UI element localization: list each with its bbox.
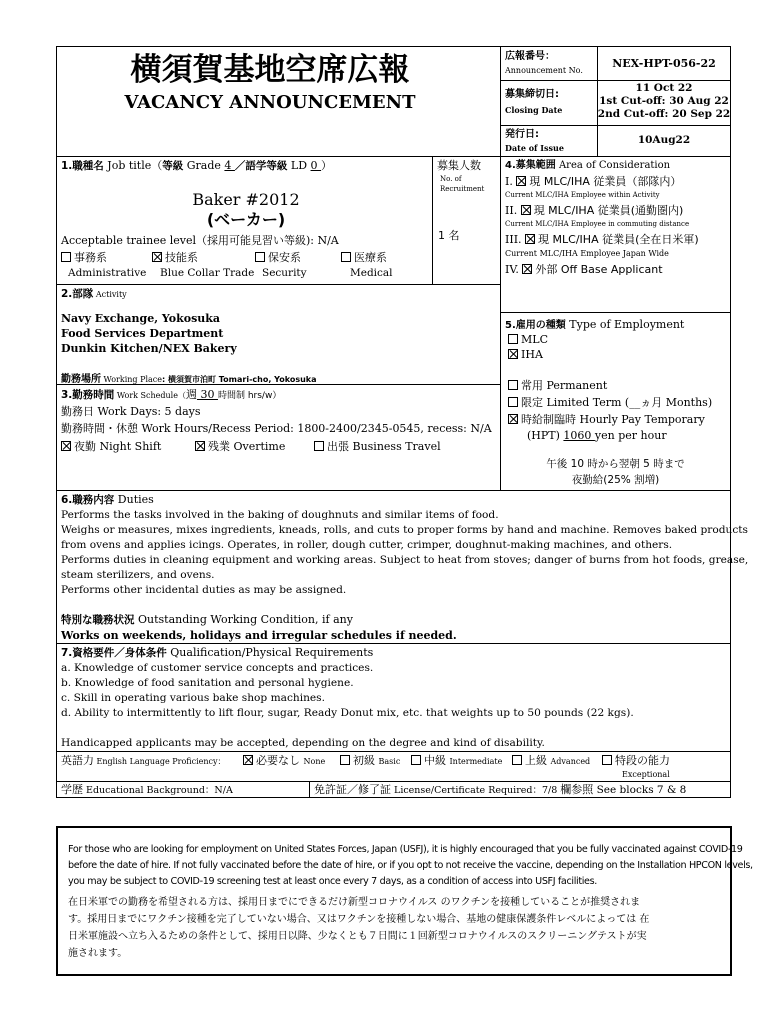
announcement-no: NEX-HPT-056-22 bbox=[612, 57, 716, 70]
checkbox-english-basic[interactable] bbox=[340, 755, 350, 765]
checkbox-overtime[interactable] bbox=[195, 441, 205, 451]
option-label-jp: 特段の能力 bbox=[615, 754, 670, 767]
english-option bbox=[243, 754, 325, 767]
license-label-jp: 免許証／修了証 bbox=[314, 783, 391, 796]
checkbox-business-travel[interactable] bbox=[314, 441, 324, 451]
option-label-jp: 必要なし bbox=[256, 754, 300, 767]
checkbox-area-1[interactable] bbox=[516, 176, 526, 186]
employment-option bbox=[508, 379, 607, 392]
checkbox-permanent[interactable] bbox=[508, 380, 518, 390]
checkbox-blue-collar[interactable] bbox=[152, 252, 162, 262]
activity-label-en: Activity bbox=[93, 290, 127, 299]
schedule-option bbox=[61, 440, 161, 453]
employment-option bbox=[508, 333, 548, 346]
education-label-en: Educational Background：N/A bbox=[83, 785, 233, 796]
education-divider bbox=[309, 781, 310, 798]
option-label-en: Intermediate bbox=[449, 757, 503, 766]
duty-line: Performs duties in cleaning equipment and working areas. Subject to heat from stoves; danger of burns from hot foods, grease, bbox=[61, 554, 749, 566]
header-line-2 bbox=[500, 125, 731, 126]
option-label-en: Advanced bbox=[550, 757, 591, 766]
area-text: 現 MLC/IHA 従業員(通勤圏内) bbox=[533, 204, 684, 217]
covid-note-en: you may be subject to COVID-19 screening test at least once every 7 days, as a condition of access into USFJ facilities. bbox=[68, 876, 597, 887]
schedule-hours-suffix: 時間制 hrs/w） bbox=[217, 391, 282, 401]
section-divider-2 bbox=[500, 156, 501, 490]
area-text: 現 MLC/IHA 従業員(全在日米軍) bbox=[538, 233, 699, 246]
recruit-label: 募集人数 bbox=[437, 159, 481, 172]
schedule-week: 週 bbox=[185, 388, 197, 401]
schedule-label: 3.勤務時間 bbox=[61, 389, 115, 401]
area-sub: Current MLC/IHA Employee in commuting distance bbox=[505, 220, 690, 228]
qualifications-label: 7.資格要件／身体条件 bbox=[61, 647, 167, 659]
duty-line: Weighs or measures, mixes ingredients, kneads, rolls, and cuts to proper forms by hand and machine. Removes baked products bbox=[61, 524, 748, 536]
working-place-label: 勤務場所 bbox=[61, 374, 101, 385]
area-num: I. bbox=[505, 175, 513, 188]
category-en: Medical bbox=[350, 267, 393, 279]
category-jp: 保安系 bbox=[268, 251, 301, 264]
covid-note-en: For those who are looking for employment on United States Forces, Japan (USFJ), it is highly encouraged that you be fully vaccinated against COVID-19 bbox=[68, 844, 743, 855]
handicap-note: Handicapped applicants may be accepted, depending on the degree and kind of disability. bbox=[61, 737, 545, 749]
duty-line: Performs the tasks involved in the baking of doughnuts and similar items of food. bbox=[61, 509, 499, 521]
activity-label: 2.部隊 bbox=[61, 288, 94, 300]
checkbox-english-advanced[interactable] bbox=[512, 755, 522, 765]
area-sub: Current MLC/IHA Employee within Activity bbox=[505, 191, 660, 199]
duty-line: steam sterilizers, and ovens. bbox=[61, 569, 215, 581]
area-num: III. bbox=[505, 233, 522, 246]
option-label: MLC bbox=[521, 333, 548, 346]
page-title-jp: 横須賀基地空席広報 bbox=[130, 52, 410, 88]
hpt-unit: yen per hour bbox=[594, 429, 667, 442]
english-label bbox=[61, 754, 226, 767]
english-label-jp: 英語力 bbox=[61, 754, 94, 767]
checkbox-english-exceptional[interactable] bbox=[602, 755, 612, 765]
checkbox-area-3[interactable] bbox=[525, 234, 535, 244]
employment-option bbox=[508, 396, 712, 409]
job-category bbox=[341, 251, 387, 264]
english-option bbox=[411, 754, 502, 767]
closing-date-label: 募集締切日: bbox=[505, 89, 559, 100]
option-label-jp: 中級 bbox=[424, 754, 446, 767]
night-pay-line: 夜勤給(25% 割増) bbox=[571, 474, 660, 486]
activity-line: Dunkin Kitchen/NEX Bakery bbox=[61, 342, 237, 355]
license-tail-en: See blocks 7 & 8 bbox=[593, 784, 687, 796]
area-item bbox=[505, 175, 681, 188]
job-title-close: ） bbox=[321, 159, 333, 172]
hpt-rate-line bbox=[527, 429, 667, 442]
qualifications-label-en: Qualification/Physical Requirements bbox=[166, 646, 374, 659]
job-category bbox=[61, 251, 107, 264]
covid-note-jp: 施されます。 bbox=[68, 948, 128, 959]
option-label: 限定 Limited Term (__ヵ月 Months) bbox=[521, 396, 713, 409]
license-label bbox=[314, 783, 686, 797]
section-line-6 bbox=[56, 751, 731, 752]
category-jp: 事務系 bbox=[74, 251, 107, 264]
checkbox-area-2[interactable] bbox=[521, 205, 531, 215]
working-place-value: : 横須賀市泊町 Tomari-cho, Yokosuka bbox=[162, 375, 317, 384]
closing-date-line: 2nd Cut-off: 20 Sep 22 bbox=[597, 108, 731, 120]
section-line-4 bbox=[56, 490, 731, 491]
category-en: Administrative bbox=[68, 267, 147, 279]
job-title-header bbox=[61, 159, 332, 173]
schedule-option bbox=[195, 440, 285, 453]
qualifications-header bbox=[61, 646, 373, 660]
education-label-jp: 学歴 bbox=[61, 783, 83, 796]
activity-line: Food Services Department bbox=[61, 327, 224, 340]
duty-line: from ovens and applies icings. Operates, in roller, dough cutter, crimper, doughnut-making machines, and others. bbox=[61, 539, 673, 551]
announcement-no-label: 広報番号： bbox=[505, 51, 555, 62]
page-title-en: VACANCY ANNOUNCEMENT bbox=[124, 92, 416, 113]
checkbox-limited-term[interactable] bbox=[508, 397, 518, 407]
license-tail-jp: 欄参照 bbox=[560, 783, 594, 796]
activity-header bbox=[61, 287, 127, 301]
grade-value: 4 bbox=[224, 159, 235, 172]
schedule-label-en: Work Schedule（ bbox=[114, 391, 186, 400]
english-label-en: English Language Proficiency： bbox=[94, 757, 226, 766]
checkbox-mlc[interactable] bbox=[508, 334, 518, 344]
english-option bbox=[602, 754, 670, 767]
section-line-7 bbox=[56, 781, 731, 782]
area-text: 外部 Off Base Applicant bbox=[535, 263, 663, 276]
trainee-level: Acceptable trainee level（採用可能見習い等級): N/A bbox=[61, 234, 339, 247]
job-title: Baker #2012 bbox=[192, 190, 300, 209]
job-title-label: 1.職種名 bbox=[61, 160, 104, 172]
area-label: 4.募集範囲 bbox=[505, 160, 556, 171]
recruit-label-en: No. of bbox=[440, 175, 462, 183]
closing-date-label-en: Closing Date bbox=[505, 105, 563, 115]
checkbox-english-none[interactable] bbox=[243, 755, 253, 765]
night-pay-line: 午後 10 時から翌朝 5 時まで bbox=[546, 458, 685, 470]
area-num: IV. bbox=[505, 263, 519, 276]
option-label-en: None bbox=[303, 757, 326, 766]
grade-label-en: Grade bbox=[183, 159, 225, 172]
area-header bbox=[505, 159, 670, 172]
option-label: 常用 Permanent bbox=[521, 379, 608, 392]
category-jp: 技能系 bbox=[165, 251, 198, 264]
area-text: 現 MLC/IHA 従業員（部隊内） bbox=[529, 175, 682, 188]
covid-note-en: before the date of hire. If not fully vaccinated before the date of hire, or if you opt to not receive the vaccine, depending on the Installation HPCON levels, bbox=[68, 860, 753, 871]
license-label-en: License/Certificate Required：7/8 bbox=[391, 785, 561, 796]
checkbox-area-4[interactable] bbox=[522, 264, 532, 274]
option-label-jp: 初級 bbox=[353, 754, 375, 767]
area-sub: Current MLC/IHA Employee Japan Wide bbox=[505, 249, 669, 258]
schedule-header bbox=[61, 388, 281, 402]
duties-label: 6.職務内容 bbox=[61, 494, 115, 506]
ld-label: ／語学等級 bbox=[234, 160, 288, 172]
closing-date-line: 1st Cut-off: 30 Aug 22 bbox=[599, 95, 729, 107]
section-line-5 bbox=[56, 643, 731, 644]
employment-header bbox=[505, 318, 684, 332]
schedule-hours: 30 bbox=[196, 388, 218, 401]
duties-header bbox=[61, 493, 154, 507]
issue-date-label: 発行日: bbox=[505, 129, 539, 140]
checkbox-iha[interactable] bbox=[508, 349, 518, 359]
announcement-no-label-en: Announcement No. bbox=[505, 66, 583, 75]
employment-label-en: Type of Employment bbox=[565, 318, 685, 331]
grade-label: 等級 bbox=[162, 160, 184, 172]
option-label: 出張 Business Travel bbox=[327, 440, 441, 453]
covid-note-jp: 在日米軍での勤務を希望される方は、採用日までにできるだけ新型コロナウイルス のワクチンを接種していることが推奨されま bbox=[68, 897, 641, 908]
option-label: 夜勤 Night Shift bbox=[74, 440, 162, 453]
work-hours: 勤務時間・休憩 Work Hours/Recess Period: 1800-2400/2345-0545, recess: N/A bbox=[61, 422, 492, 435]
area-item bbox=[505, 263, 663, 276]
duties-label-en: Duties bbox=[114, 493, 154, 506]
issue-date: 10Aug22 bbox=[637, 134, 691, 146]
duty-line: Performs other incidental duties as may be assigned. bbox=[61, 584, 347, 596]
option-label-en: Exceptional bbox=[622, 770, 670, 779]
closing-date-line: 11 Oct 22 bbox=[635, 82, 693, 94]
activity-line: Navy Exchange, Yokosuka bbox=[61, 312, 221, 325]
section-line-2 bbox=[500, 312, 731, 313]
hpt-label: (HPT) bbox=[527, 429, 564, 442]
ld-value: 0 bbox=[310, 159, 322, 172]
option-label: 残業 Overtime bbox=[208, 440, 286, 453]
area-num: II. bbox=[505, 204, 518, 217]
working-condition-text: Works on weekends, holidays and irregular schedules if needed. bbox=[61, 629, 457, 642]
english-option bbox=[340, 754, 400, 767]
english-option bbox=[512, 754, 590, 767]
area-label-en: Area of Consideration bbox=[555, 160, 671, 171]
section-divider bbox=[432, 156, 433, 284]
header-line-1 bbox=[500, 80, 731, 81]
working-condition-label: 特別な職務状況 bbox=[61, 614, 135, 626]
employment-option bbox=[508, 348, 543, 361]
qualification-line: a. Knowledge of customer service concepts and practices. bbox=[61, 662, 374, 674]
recruit-count: 1 名 bbox=[438, 229, 460, 242]
option-label: 時給制臨時 Hourly Pay Temporary bbox=[521, 413, 705, 426]
option-label: IHA bbox=[521, 348, 543, 361]
working-condition-header bbox=[61, 613, 353, 627]
working-condition-label-en: Outstanding Working Condition, if any bbox=[134, 613, 353, 626]
ld-label-en: LD bbox=[287, 159, 311, 172]
category-en: Blue Collar Trade bbox=[160, 267, 255, 279]
recruit-label-en: Recruitment bbox=[440, 185, 485, 193]
covid-note-jp: 日米軍施設へ立ち入るための条件として、採用日以降、少なくとも７日間に１回新型コロナウイルスのスクリーニングテストが実 bbox=[68, 931, 647, 942]
employment-option bbox=[508, 413, 705, 426]
checkbox-medical[interactable] bbox=[341, 252, 351, 262]
area-item bbox=[505, 204, 683, 217]
work-days: 勤務日 Work Days: 5 days bbox=[61, 405, 201, 418]
checkbox-english-intermediate[interactable] bbox=[411, 755, 421, 765]
job-title-label-en: Job title（ bbox=[103, 159, 163, 172]
job-category bbox=[152, 251, 198, 264]
qualification-line: d. Ability to intermittently to lift flour, sugar, Ready Donut mix, etc. that weights up to 50 pounds (22 kgs). bbox=[61, 707, 634, 719]
option-label-jp: 上級 bbox=[525, 754, 547, 767]
working-place bbox=[61, 372, 317, 386]
covid-note-jp: す。採用日までにワクチン接種を完了していない場合、又はワクチンを接種しない場合、基地の健康保護条件レベルによっては 在 bbox=[68, 914, 650, 925]
employment-label: 5.雇用の種類 bbox=[505, 320, 566, 331]
job-category bbox=[255, 251, 301, 264]
category-en: Security bbox=[262, 267, 307, 279]
issue-date-label-en: Date of Issue bbox=[505, 143, 564, 153]
category-jp: 医療系 bbox=[354, 251, 387, 264]
option-label-en: Basic bbox=[378, 757, 401, 766]
area-item bbox=[505, 233, 699, 246]
checkbox-hourly-temp[interactable] bbox=[508, 414, 518, 424]
checkbox-administrative[interactable] bbox=[61, 252, 71, 262]
section-line-1 bbox=[56, 284, 500, 285]
header-divider bbox=[500, 46, 501, 156]
checkbox-security[interactable] bbox=[255, 252, 265, 262]
checkbox-night-shift[interactable] bbox=[61, 441, 71, 451]
education-label bbox=[61, 783, 233, 796]
header-bottom-line bbox=[56, 156, 731, 157]
qualification-line: c. Skill in operating various bake shop machines. bbox=[61, 692, 325, 704]
hpt-rate: 1060 bbox=[563, 429, 595, 442]
job-title-jp: (ベーカー) bbox=[206, 210, 286, 229]
working-place-label-en: Working Place bbox=[101, 375, 163, 384]
qualification-line: b. Knowledge of food sanitation and personal hygiene. bbox=[61, 677, 354, 689]
schedule-option bbox=[314, 440, 441, 453]
